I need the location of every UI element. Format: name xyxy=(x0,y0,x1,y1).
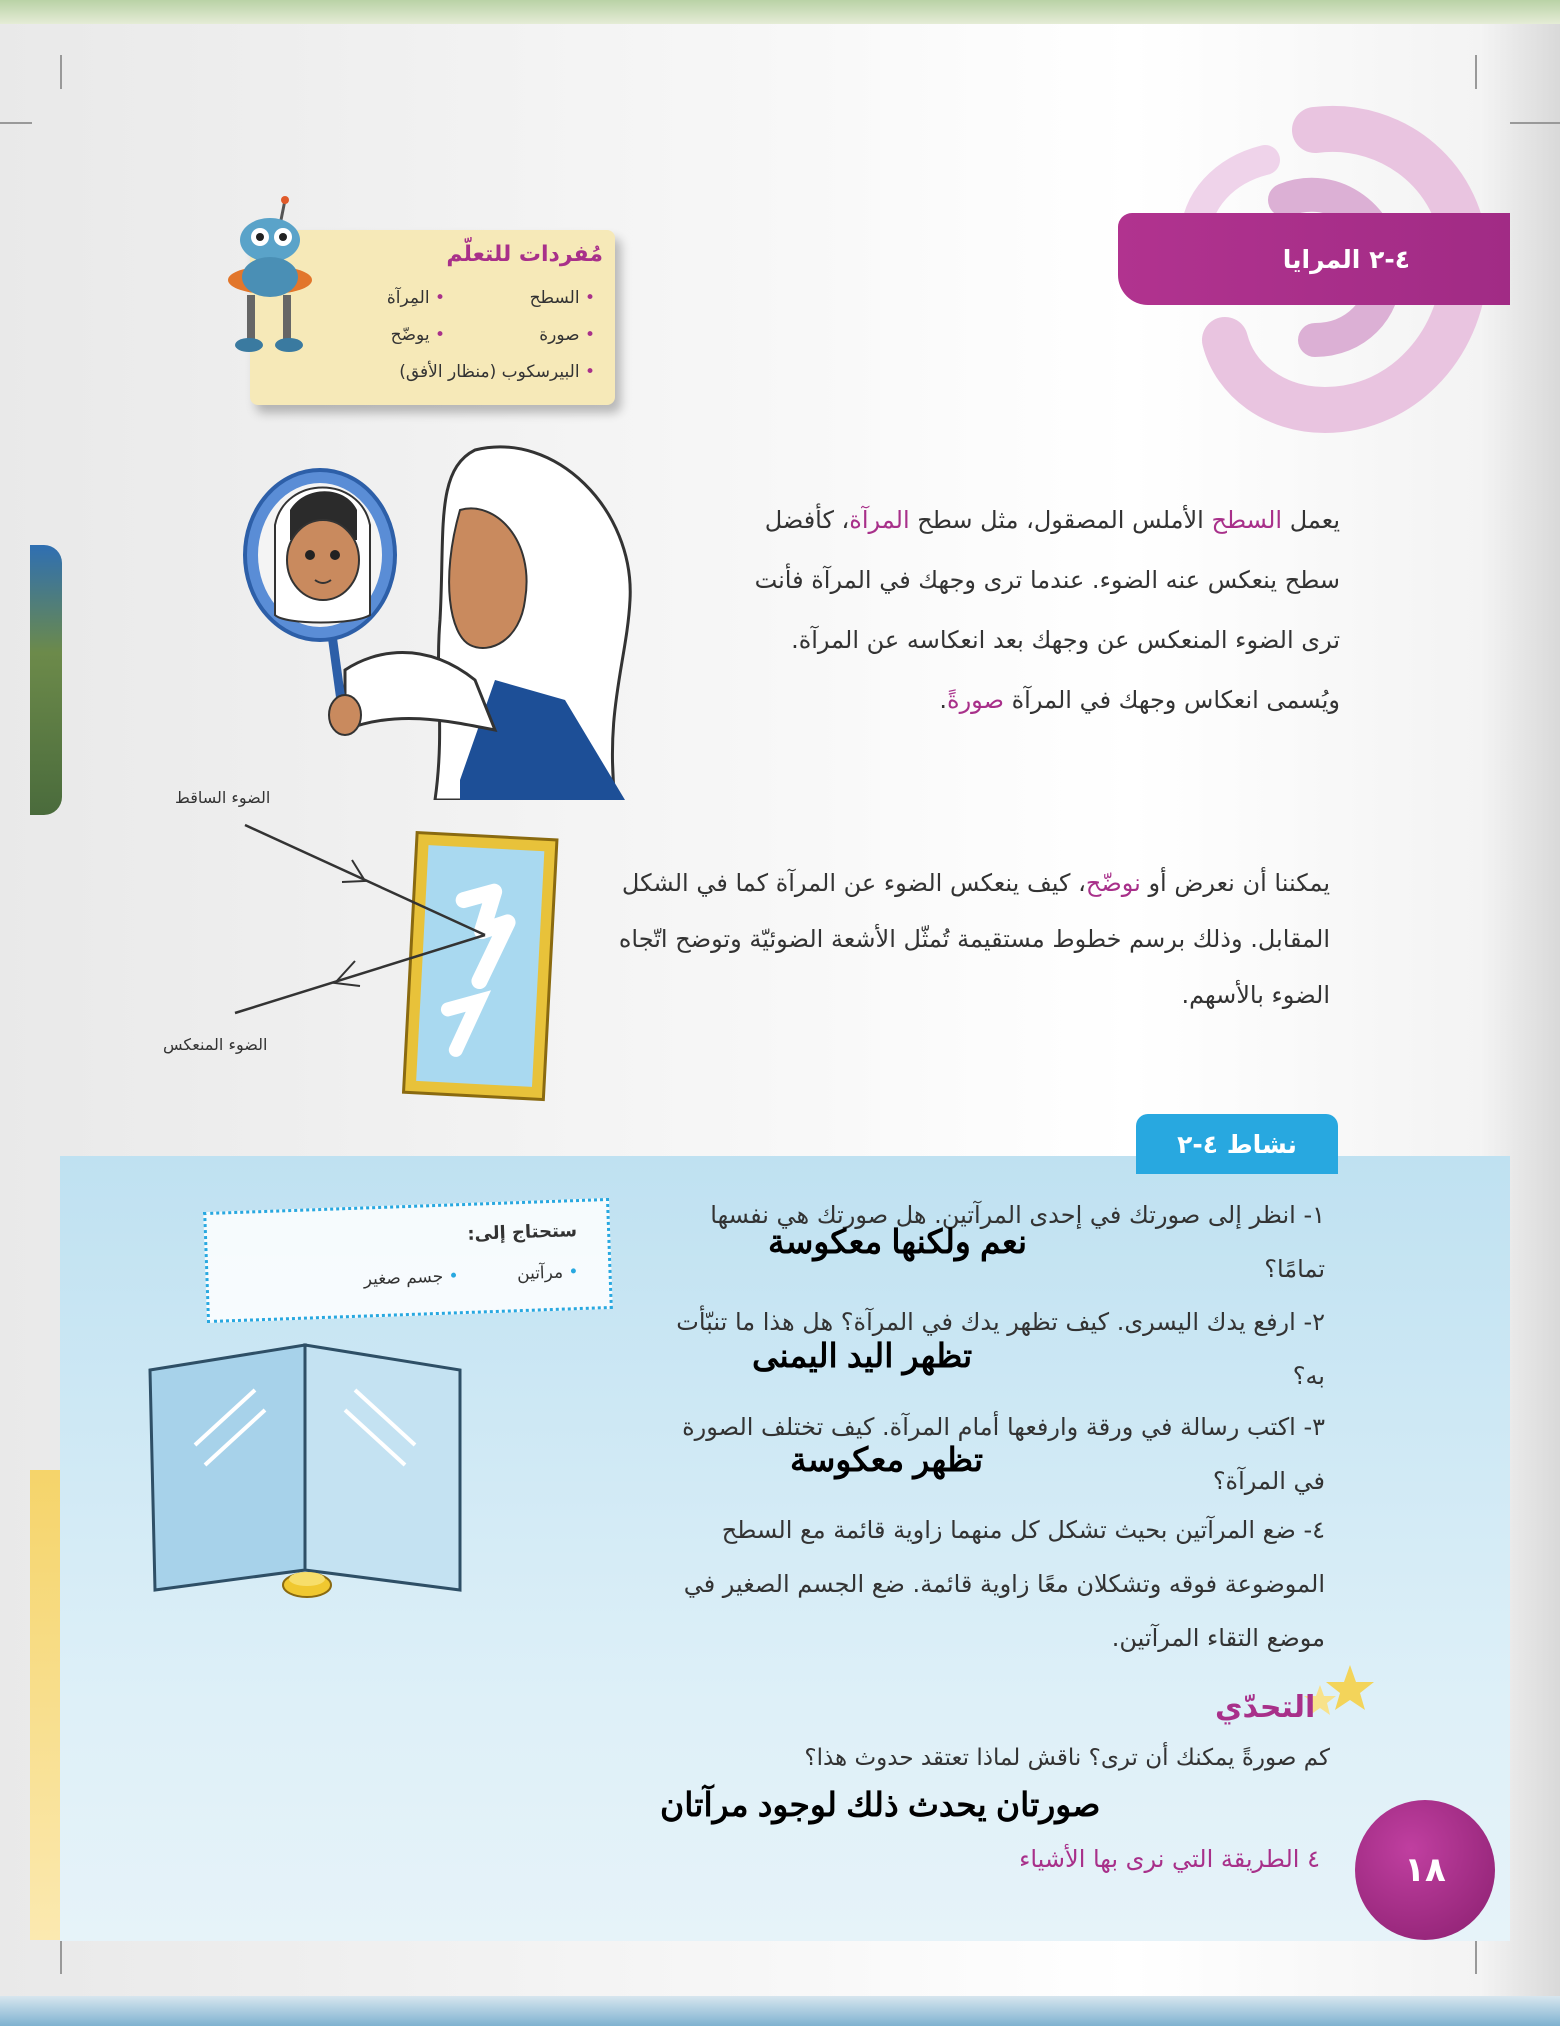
vocabulary-item: • البيرسكوب (منظار الأفق) xyxy=(399,362,595,382)
incident-light-label: الضوء الساقط xyxy=(175,788,271,807)
paragraph-text: يعمل xyxy=(1282,506,1340,534)
answer-3: تظهر معكوسة xyxy=(790,1441,984,1478)
explanation-paragraph xyxy=(600,855,1330,1023)
page-number: ١٨ xyxy=(1404,1850,1446,1890)
vocabulary-item: • المِرآة xyxy=(387,288,445,308)
paragraph-text: يمكننا أن نعرض أو xyxy=(1140,869,1330,897)
bottom-border xyxy=(0,1996,1560,2026)
crop-mark xyxy=(1510,122,1560,124)
activity-tab xyxy=(1136,1114,1338,1174)
chapter-footer: ٤ الطريقة التي نرى بها الأشياء xyxy=(1019,1845,1320,1873)
answer-1: نعم ولكنها معكوسة xyxy=(768,1223,1028,1260)
section-title: ٤-٢ المرايا xyxy=(1282,244,1410,274)
crop-mark xyxy=(1475,1940,1477,1974)
materials-box xyxy=(203,1198,613,1323)
paragraph-text: . xyxy=(939,686,948,714)
keyword-image: صورةً xyxy=(947,686,1004,714)
keyword-illustrate: نوضّح xyxy=(1085,869,1141,897)
activity-question-3: ٣- اكتب رسالة في ورقة وارفعها أمام المرآة. كيف تختلف الصورة في المرآة؟ xyxy=(682,1413,1325,1495)
keyword-surface: السطح xyxy=(1211,506,1283,534)
challenge-answer: صورتان يحدث ذلك لوجود مرآتان xyxy=(660,1786,1101,1823)
materials-item: • مرآتين xyxy=(517,1262,579,1284)
girl-with-mirror-illustration xyxy=(235,430,635,800)
paragraph-text: ، كأفضل سطح ينعكس عنه الضوء. عندما ترى وجهك في المرآة فأنت ترى الضوء المنعكس عن وجهك بعد انعكاسه عن المرآة. ويُسمى انعكاس وجهك في المرآة xyxy=(754,506,1340,714)
robot-mascot-icon xyxy=(225,195,315,360)
reflected-light-label: الضوء المنعكس xyxy=(163,1035,268,1054)
paragraph-text: الأملس المصقول، مثل سطح xyxy=(909,506,1212,534)
crop-mark xyxy=(0,122,32,124)
challenge-question: كم صورةً يمكنك أن ترى؟ ناقش لماذا تعتقد حدوث هذا؟ xyxy=(804,1745,1330,1771)
keyword-mirror: المرآة xyxy=(849,506,910,534)
two-mirrors-illustration xyxy=(145,1335,475,1605)
vocabulary-item: • صورة xyxy=(539,325,595,345)
challenge-title: التحدّي xyxy=(1215,1690,1316,1725)
top-border xyxy=(0,0,1560,24)
activity-question-4: ٤- ضع المرآتين بحيث تشكل كل منهما زاوية قائمة مع السطح الموضوعة فوقه وتشكلان معًا زاوية قائمة. ضع الجسم الصغير في موضع التقاء المرآتين. xyxy=(683,1516,1325,1652)
materials-item: • جسم صغير xyxy=(363,1266,459,1289)
vocabulary-item: • يوضّح xyxy=(391,325,445,345)
light-reflection-diagram xyxy=(160,780,580,1110)
crop-mark xyxy=(1475,55,1477,89)
section-title-banner xyxy=(1118,213,1510,305)
activity-title: نشاط ٤-٢ xyxy=(1177,1129,1297,1159)
intro-paragraph xyxy=(710,490,1340,730)
vocabulary-title: مُفردات للتعلّم xyxy=(446,242,603,267)
side-thumb-tab xyxy=(30,545,62,815)
activity-question-2: ٢- ارفع يدك اليسرى. كيف تظهر يدك في المرآة؟ هل هذا ما تنبّأت به؟ xyxy=(676,1308,1325,1390)
crop-mark xyxy=(60,1940,62,1974)
paragraph-text: ، كيف ينعكس الضوء عن المرآة كما في الشكل المقابل. وذلك برسم خطوط مستقيمة تُمثّل الأشعة الضوئيّة وتوضح اتّجاه الضوء بالأسهم. xyxy=(618,869,1330,1009)
answer-2: تظهر اليد اليمنى xyxy=(752,1337,973,1374)
page-number-badge xyxy=(1355,1800,1495,1940)
crop-mark xyxy=(60,55,62,89)
materials-title: ستحتاج إلى: xyxy=(467,1220,578,1245)
activity-question-1: ١- انظر إلى صورتك في إحدى المرآتين. هل صورتك هي نفسها تمامًا؟ xyxy=(710,1201,1325,1283)
vocabulary-item: • السطح xyxy=(530,288,595,308)
left-decoration xyxy=(30,1470,60,1940)
